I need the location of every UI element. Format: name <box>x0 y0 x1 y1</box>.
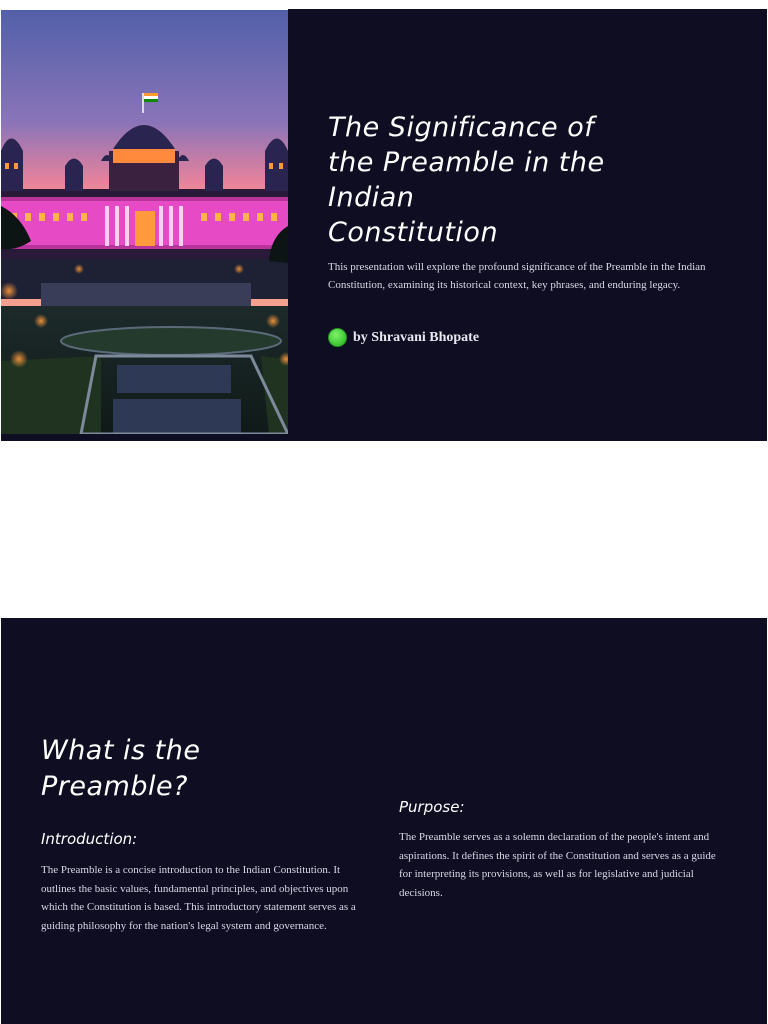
title-line-3: Indian <box>328 182 415 213</box>
title-line-4: Constitution <box>328 217 499 248</box>
introduction-text: The Preamble is a concise introduction to the Indian Constitution. It outlines the basic values, fundamental principles, and objectives upon which the Constitution is based. This introductory statement serves as a guiding philosophy for the nation's legal system and governance. <box>41 864 356 932</box>
author-name: by Shravani Bhopate <box>353 329 480 345</box>
introduction-label: Introduction: <box>41 830 138 848</box>
heading-line-1: What is the <box>41 735 201 766</box>
preamble-slide <box>1 618 767 1024</box>
author-avatar-icon <box>328 328 347 347</box>
title-line-1: The Significance of <box>328 112 595 143</box>
palace-hero-image <box>1 10 288 434</box>
slide-heading <box>41 733 341 805</box>
presentation-subtitle: This presentation will explore the profound significance of the Preamble in the Indian Constitution, examining its historical context, key phrases, and enduring legacy. <box>328 261 706 291</box>
heading-line-2: Preamble? <box>41 771 188 802</box>
presentation-title <box>328 110 648 250</box>
purpose-label: Purpose: <box>399 798 465 816</box>
author-row <box>328 328 479 347</box>
purpose-text: The Preamble serves as a solemn declaration of the people's intent and aspirations. It defines the spirit of the Constitution and serves as a guide for interpreting its provisions, as well as for legislative and judicial decisions. <box>399 831 716 899</box>
title-slide <box>1 10 767 441</box>
title-line-2: the Preamble in the <box>328 147 605 178</box>
